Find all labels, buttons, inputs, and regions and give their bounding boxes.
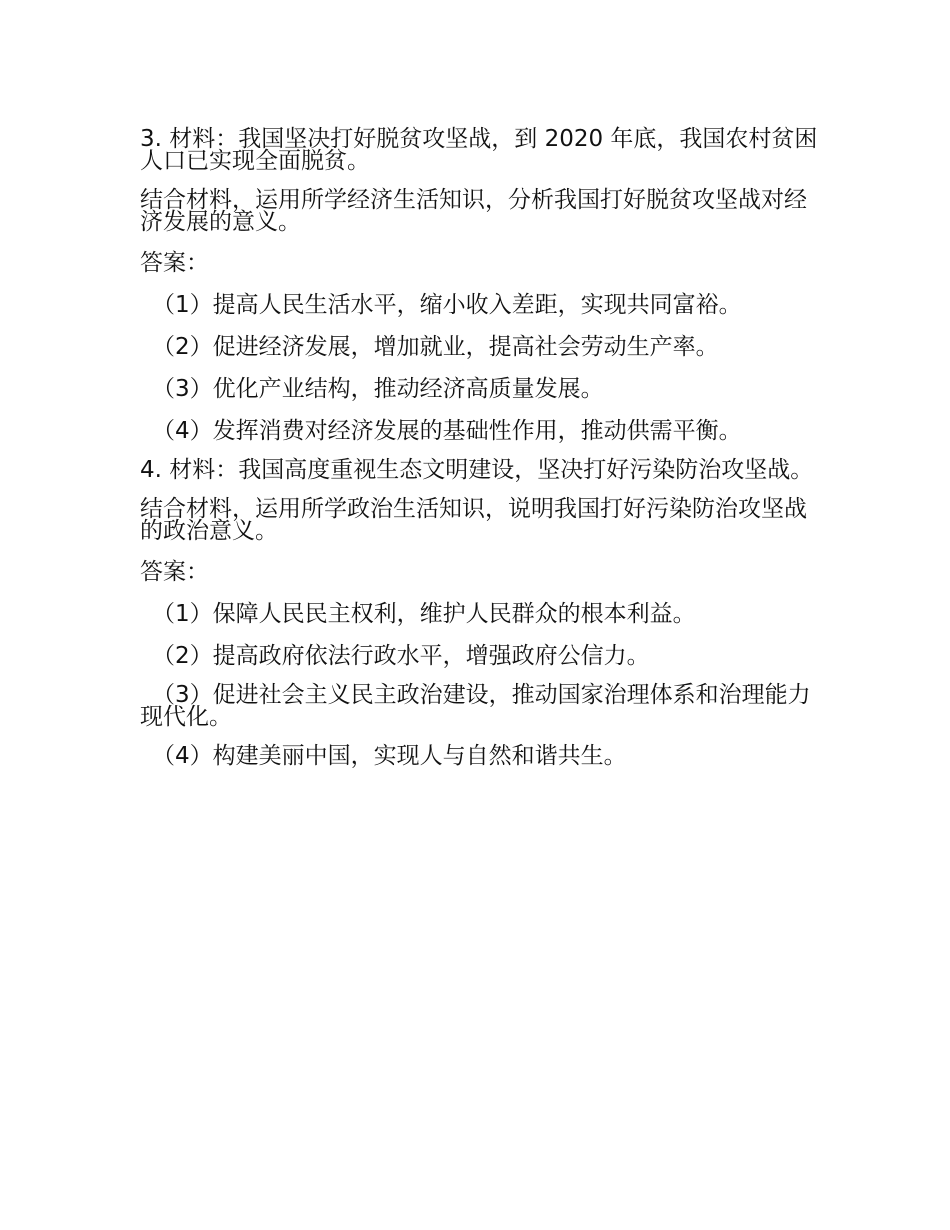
question-4-answer-1: （1）保障人民民主权利，维护人民群众的根本利益。 bbox=[152, 601, 696, 627]
question-3-answer-4: （4）发挥消费对经济发展的基础性作用，推动供需平衡。 bbox=[152, 418, 742, 444]
question-3-instruction: 结合材料，运用所学经济生活知识，分析我国打好脱贫攻坚战对经济发展的意义。 bbox=[140, 187, 807, 235]
question-4-answer-label: 答案： bbox=[140, 559, 209, 585]
question-3-answer-label: 答案： bbox=[140, 250, 209, 276]
question-4-text: 4. 材料：我国高度重视生态文明建设，坚决打好污染防治攻坚战。 bbox=[140, 457, 814, 483]
question-3-answer-2: （2）促进经济发展，增加就业，提高社会劳动生产率。 bbox=[152, 334, 719, 360]
question-3-answer-list bbox=[140, 291, 820, 445]
question-4-answer-4: （4）构建美丽中国，实现人与自然和谐共生。 bbox=[152, 743, 627, 769]
question-3-block bbox=[140, 128, 820, 445]
question-3-answer-1: （1）提高人民生活水平，缩小收入差距，实现共同富裕。 bbox=[152, 292, 742, 318]
question-4-answer-3: （3）促进社会主义民主政治建设，推动国家治理体系和治理能力现代化。 bbox=[140, 682, 811, 730]
document-page bbox=[140, 128, 820, 784]
question-4-answer-2: （2）提高政府依法行政水平，增强政府公信力。 bbox=[152, 643, 650, 669]
question-4-instruction: 结合材料，运用所学政治生活知识，说明我国打好污染防治攻坚战的政治意义。 bbox=[140, 496, 807, 544]
question-3-text: 3. 材料：我国坚决打好脱贫攻坚战，到 2020 年底，我国农村贫困人口已实现全面脱贫。 bbox=[140, 126, 818, 174]
question-4-answer-list bbox=[140, 600, 820, 770]
question-3-answer-3: （3）优化产业结构，推动经济高质量发展。 bbox=[152, 376, 604, 402]
question-4-block bbox=[140, 459, 820, 770]
